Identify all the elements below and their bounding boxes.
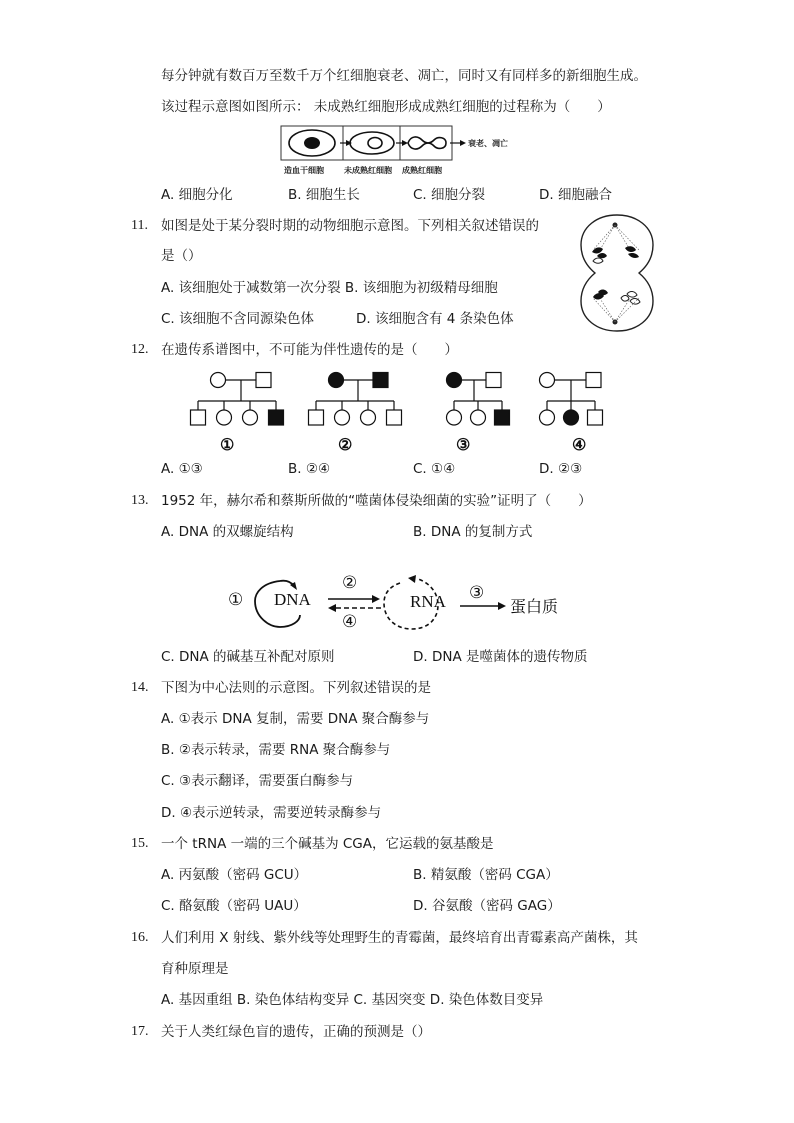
q16-options: A. 基因重组 B. 染色体结构变异 C. 基因突变 D. 染色体数目变异 [161,992,544,1008]
q12-option-b: B. ②④ [288,461,331,477]
q14-number: 14. [131,680,149,695]
intro-line-2: 该过程示意图如图所示： 未成熟红细胞形成成熟红细胞的过程称为（ ） [161,99,611,115]
q14-option-d: D. ④表示逆转录，需要逆转录酶参与 [161,805,382,821]
q16-text-2: 育种原理是 [161,961,229,977]
label-stem-cell: 造血干细胞 [284,166,324,175]
process-label-4: ④ [342,612,358,631]
q11-option-c: C. 该细胞不含同源染色体 [161,311,315,327]
pedigree-label-1: ① [220,437,235,454]
q12-text: 在遗传系谱图中，不可能为伴性遗传的是（ ） [161,342,458,358]
label-immature-cell: 未成熟红细胞 [344,166,392,175]
process-label-1: ① [228,590,244,609]
q13-option-d: D. DNA 是噬菌体的遗传物质 [413,649,588,665]
pedigree-charts [180,365,620,457]
rna-label: RNA [410,592,446,611]
q16-text-1: 人们利用 X 射线、紫外线等处理野生的青霉菌，最终培育出青霉素高产菌株，其 [161,930,638,946]
process-label-3: ③ [469,583,485,602]
dividing-cell-figure [575,212,660,334]
q14-option-a: A. ①表示 DNA 复制，需要 DNA 聚合酶参与 [161,711,430,727]
q17-number: 17. [131,1024,149,1039]
q14-option-b: B. ②表示转录，需要 RNA 聚合酶参与 [161,742,391,758]
q11-options-ab: A. 该细胞处于减数第一次分裂 B. 该细胞为初级精母细胞 [161,280,498,296]
label-mature-cell: 成熟红细胞 [402,166,442,175]
red-cell-figure [280,125,540,180]
pedigree-label-4: ④ [572,437,587,454]
q11-option-d: D. 该细胞含有 4 条染色体 [356,311,514,327]
q12-option-c: C. ①④ [413,461,456,477]
q11-number: 11. [131,218,148,233]
q15-option-a: A. 丙氨酸（密码 GCU） [161,867,308,883]
q15-number: 15. [131,836,149,851]
q13-option-a: A. DNA 的双螺旋结构 [161,524,294,540]
pedigree-label-3: ③ [456,437,471,454]
process-label-2: ② [342,573,358,592]
label-aging-death: 衰老、凋亡 [468,139,508,148]
q16-number: 16. [131,930,149,945]
intro-option-b: B. 细胞生长 [288,187,360,203]
q15-option-b: B. 精氨酸（密码 CGA） [413,867,559,883]
pedigree-label-2: ② [338,437,353,454]
central-dogma-diagram [222,565,582,635]
q14-text: 下图为中心法则的示意图。下列叙述错误的是 [161,680,431,696]
q13-option-c: C. DNA 的碱基互补配对原则 [161,649,335,665]
intro-option-d: D. 细胞融合 [539,187,612,203]
q15-option-c: C. 酪氨酸（密码 UAU） [161,898,307,914]
q12-number: 12. [131,342,149,357]
q15-text: 一个 tRNA 一端的三个碱基为 CGA，它运载的氨基酸是 [161,836,494,852]
dna-label: DNA [274,590,311,609]
q12-option-a: A. ①③ [161,461,203,477]
q13-option-b: B. DNA 的复制方式 [413,524,533,540]
intro-option-a: A. 细胞分化 [161,187,233,203]
q13-number: 13. [131,493,149,508]
q13-text: 1952 年，赫尔希和蔡斯所做的“噬菌体侵染细菌的实验”证明了（ ） [161,493,592,509]
q15-option-d: D. 谷氨酸（密码 GAG） [413,898,561,914]
protein-label: 蛋白质 [510,597,559,616]
q14-option-c: C. ③表示翻译，需要蛋白酶参与 [161,773,354,789]
q17-text: 关于人类红绿色盲的遗传，正确的预测是（） [161,1024,431,1040]
q11-text-1: 如图是处于某分裂时期的动物细胞示意图。下列相关叙述错误的 [161,218,539,234]
q12-option-d: D. ②③ [539,461,583,477]
intro-line-1: 每分钟就有数百万至数千万个红细胞衰老、凋亡，同时又有同样多的新细胞生成。 [161,68,647,84]
q11-text-2: 是（） [161,248,202,264]
intro-option-c: C. 细胞分裂 [413,187,486,203]
